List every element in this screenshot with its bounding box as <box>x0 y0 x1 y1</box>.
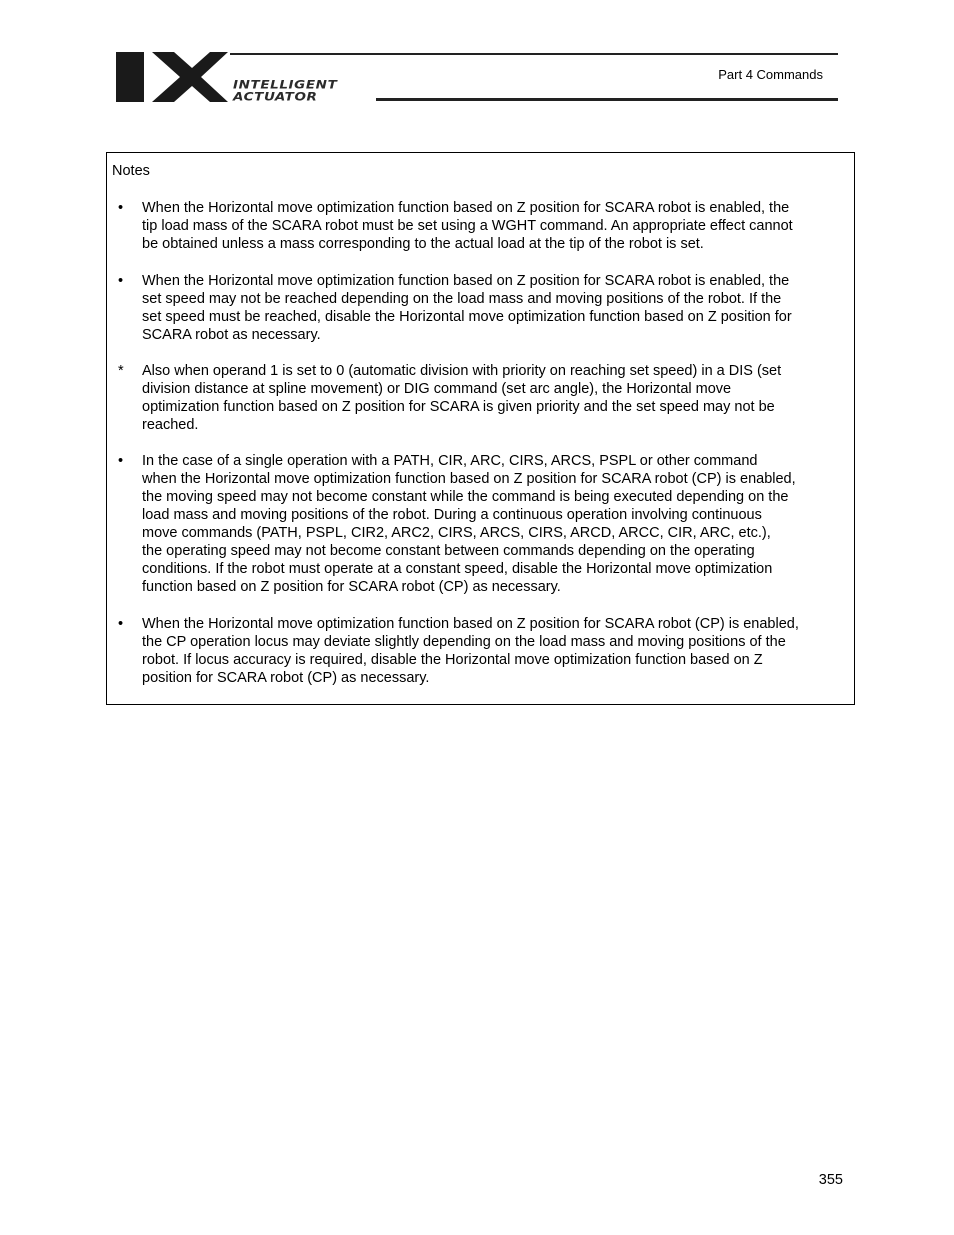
logo-text-line2: ACTUATOR <box>233 90 318 104</box>
notes-box <box>106 152 855 705</box>
note-text: Also when operand 1 is set to 0 (automatic division with priority on reaching set speed) in a DIS (set division distance at spline movement) or DIG command (set arc angle), the Horizontal move optimization function based on Z position for SCARA is given priority and the set speed may not be reached. <box>142 363 782 433</box>
header-section-title: Part 4 Commands <box>718 67 823 82</box>
header-rule-top <box>230 53 838 55</box>
bullet-marker: • <box>118 200 124 216</box>
header-rule-bottom <box>376 98 838 101</box>
logo-text-line1: INTELLIGENT <box>233 78 338 92</box>
bullet-marker: • <box>118 273 124 289</box>
note-text: In the case of a single operation with a PATH, CIR, ARC, CIRS, ARCS, PSPL or other command when the Horizontal move optimization function based on Z position for SCARA robot (CP) is enabled, the moving speed may not become constant while the command is being executed depending on the load mass and moving positions of the robot. During a continuous operation involving continuous move commands (PATH, PSPL, CIR2, ARC2, CIRS, ARCS, CIRS, ARCD, ARCC, CIR, ARC, etc.), the operating speed may not become constant between commands depending on the operating conditions. If the robot must operate at a constant speed, disable the Horizontal move optimization function based on Z position for SCARA robot (CP) as necessary. <box>142 453 796 595</box>
ix-logo-icon <box>116 52 228 102</box>
page-number: 355 <box>818 1172 843 1188</box>
notes-title: Notes <box>112 163 150 179</box>
asterisk-marker: * <box>118 363 124 379</box>
bullet-marker: • <box>118 453 124 469</box>
bullet-marker: • <box>118 616 124 632</box>
note-text: When the Horizontal move optimization function based on Z position for SCARA robot is enabled, the set speed may not be reached depending on the load mass and moving positions of the robot. If the set speed must be reached, disable the Horizontal move optimization function based on Z position for SCARA robot as necessary. <box>142 273 792 343</box>
note-text: When the Horizontal move optimization function based on Z position for SCARA robot is enabled, the tip load mass of the SCARA robot must be set using a WGHT command. An appropriate effect cannot be obtained unless a mass corresponding to the actual load at the tip of the robot is set. <box>142 200 793 252</box>
note-text: When the Horizontal move optimization function based on Z position for SCARA robot (CP) is enabled, the CP operation locus may deviate slightly depending on the load mass and moving positions of the robot. If locus accuracy is required, disable the Horizontal move optimization function based on Z position for SCARA robot (CP) as necessary. <box>142 616 799 686</box>
